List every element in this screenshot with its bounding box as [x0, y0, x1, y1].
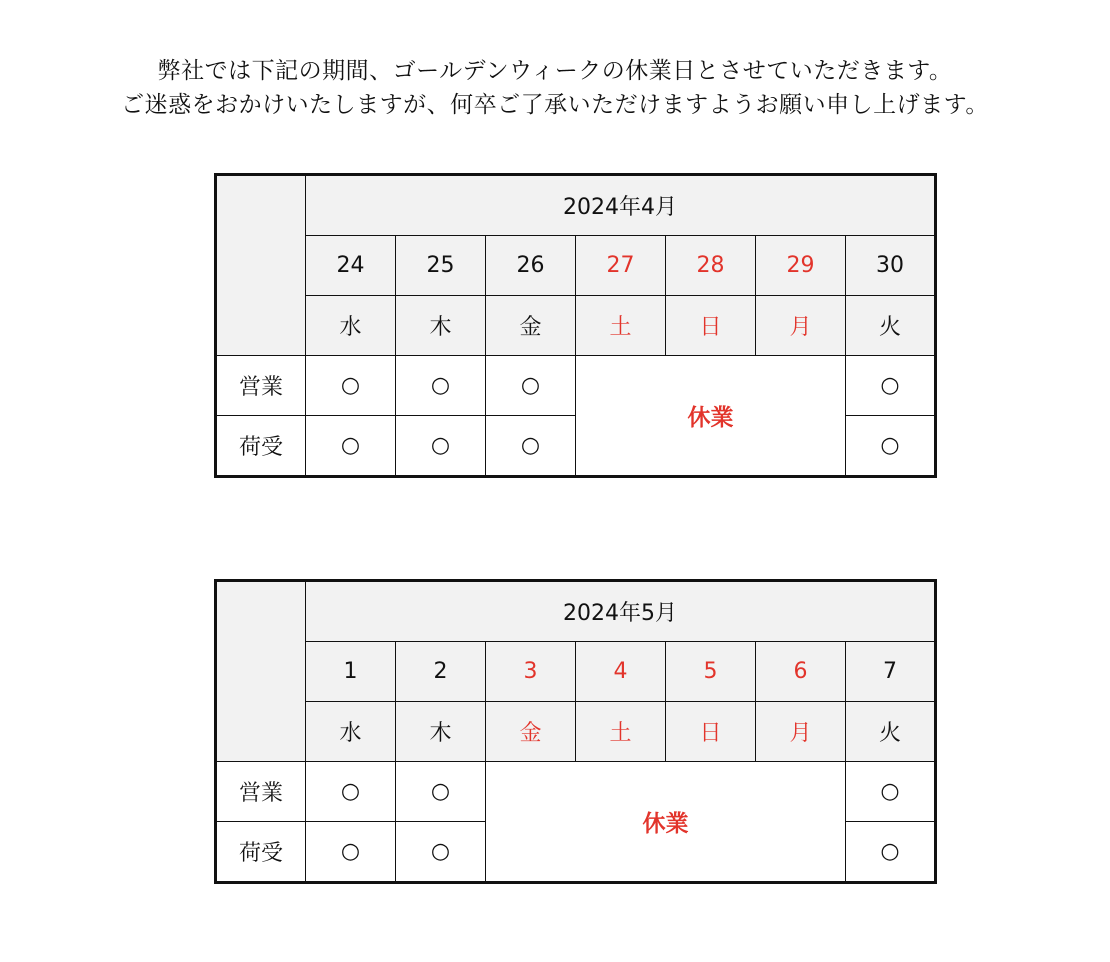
- weekday-cell: 木: [396, 296, 486, 356]
- date-cell-holiday: 4: [576, 642, 666, 702]
- notice-line-1: 弊社では下記の期間、ゴールデンウィークの休業日とさせていただきます。: [157, 58, 953, 84]
- weekday-cell: 金: [486, 296, 576, 356]
- calendar-april-2024: [214, 173, 937, 478]
- weekday-cell: 木: [396, 702, 486, 762]
- open-mark: ○: [846, 356, 936, 416]
- weekday-cell: 水: [306, 702, 396, 762]
- date-cell-holiday: 5: [666, 642, 756, 702]
- date-cell: 25: [396, 236, 486, 296]
- open-mark: ○: [396, 356, 486, 416]
- closed-block: 休業: [486, 762, 846, 883]
- open-mark: ○: [846, 822, 936, 883]
- date-cell: 1: [306, 642, 396, 702]
- row-label-business: 営業: [216, 762, 306, 822]
- date-cell: 2: [396, 642, 486, 702]
- date-row: [216, 236, 936, 296]
- open-mark: ○: [846, 762, 936, 822]
- weekday-cell-holiday: 日: [666, 296, 756, 356]
- date-cell-holiday: 27: [576, 236, 666, 296]
- open-mark: ○: [306, 416, 396, 477]
- open-mark: ○: [846, 416, 936, 477]
- row-label-business: 営業: [216, 356, 306, 416]
- weekday-cell: 火: [846, 296, 936, 356]
- open-mark: ○: [306, 822, 396, 883]
- notice-line-2: ご迷惑をおかけいたしますが、何卒ご了承いただけますようお願い申し上げます。: [121, 92, 989, 118]
- open-mark: ○: [396, 762, 486, 822]
- row-label-receiving: 荷受: [216, 822, 306, 883]
- weekday-cell: 火: [846, 702, 936, 762]
- corner-blank-cell: [216, 581, 306, 762]
- weekday-row: [216, 296, 936, 356]
- weekday-cell: 水: [306, 296, 396, 356]
- open-mark: ○: [306, 356, 396, 416]
- business-row: [216, 356, 936, 416]
- date-cell-holiday: 6: [756, 642, 846, 702]
- date-cell: 26: [486, 236, 576, 296]
- open-mark: ○: [306, 762, 396, 822]
- date-cell-holiday: 29: [756, 236, 846, 296]
- date-cell: 7: [846, 642, 936, 702]
- date-row: [216, 642, 936, 702]
- open-mark: ○: [396, 822, 486, 883]
- corner-blank-cell: [216, 175, 306, 356]
- month-header: 2024年5月: [306, 581, 936, 642]
- holiday-notice: [0, 54, 1110, 122]
- weekday-cell-holiday: 金: [486, 702, 576, 762]
- date-cell-holiday: 28: [666, 236, 756, 296]
- date-cell: 24: [306, 236, 396, 296]
- weekday-cell-holiday: 日: [666, 702, 756, 762]
- date-cell-holiday: 3: [486, 642, 576, 702]
- open-mark: ○: [486, 416, 576, 477]
- month-header: 2024年4月: [306, 175, 936, 236]
- open-mark: ○: [396, 416, 486, 477]
- weekday-cell-holiday: 月: [756, 702, 846, 762]
- business-row: [216, 762, 936, 822]
- weekday-cell-holiday: 土: [576, 702, 666, 762]
- calendar-may-2024: [214, 579, 937, 884]
- closed-block: 休業: [576, 356, 846, 477]
- weekday-cell-holiday: 月: [756, 296, 846, 356]
- weekday-cell-holiday: 土: [576, 296, 666, 356]
- row-label-receiving: 荷受: [216, 416, 306, 477]
- date-cell: 30: [846, 236, 936, 296]
- open-mark: ○: [486, 356, 576, 416]
- weekday-row: [216, 702, 936, 762]
